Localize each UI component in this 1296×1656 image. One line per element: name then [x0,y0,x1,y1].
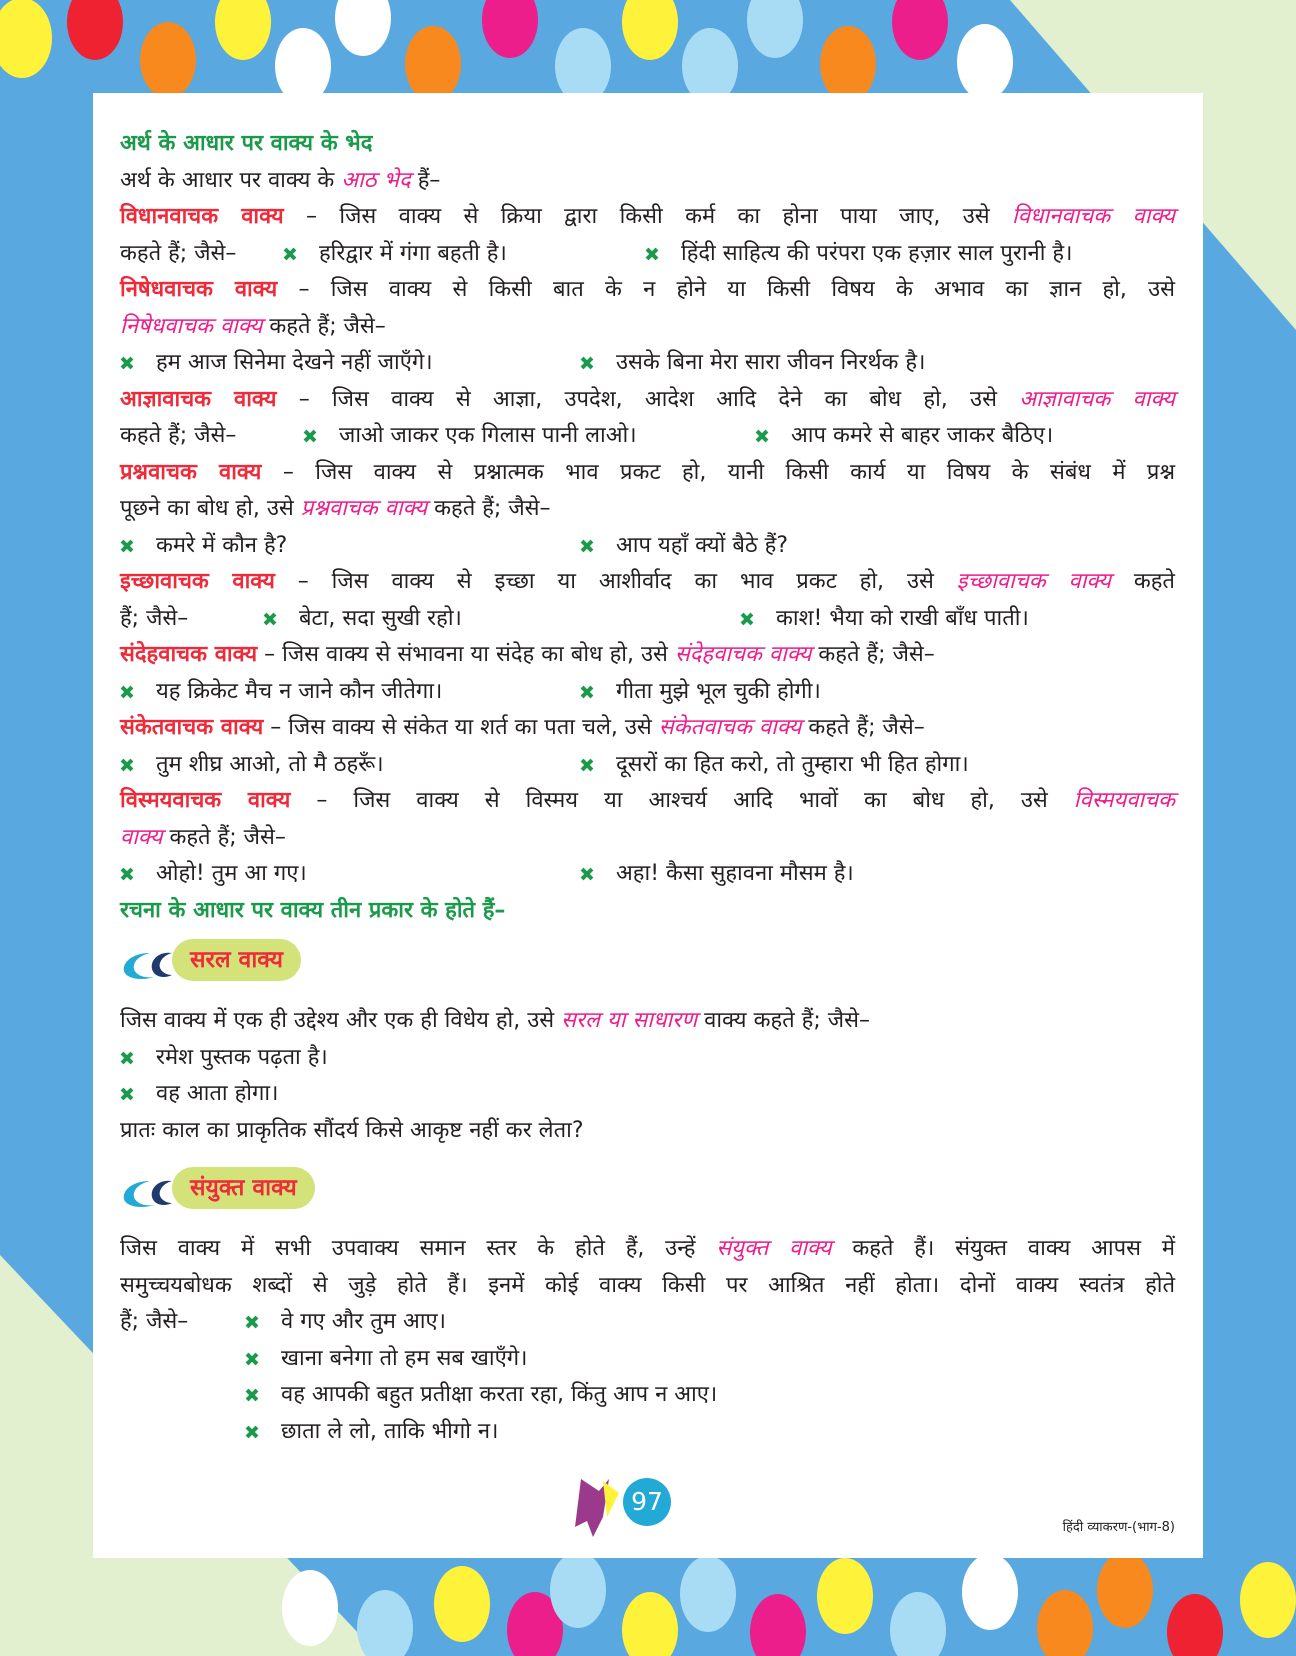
sandeh-definition [120,637,1175,674]
sanyukt-example-row [120,1304,1175,1341]
vidhan-term: विधानवाचक वाक्य [120,204,284,229]
book-title: हिंदी व्याकरण-(भाग-8) [1062,1520,1175,1535]
example-item: छाता ले लो, ताकि भीगो न। [281,1418,499,1444]
nishedh-definition-2 [120,309,1175,346]
example-item: हरिद्वार में गंगा बहती है। [319,240,507,266]
example-item: बेटा, सदा सुखी रहो। [299,605,462,631]
example-item: कमरे में कौन है? [156,532,288,558]
bullet-icon [117,1084,137,1104]
ichchha-lead: हैं; जैसे– [120,605,189,631]
saral-definition [120,1003,1175,1040]
bullet-icon [242,1385,262,1405]
bullet-icon [260,609,280,629]
example-item: आप कमरे से बाहर जाकर बैठिए। [791,423,1054,448]
saral-extra: प्रातः काल का प्राकृतिक सौंदर्य किसे आकृष्ट नहीं कर लेता? [120,1117,584,1143]
agya-text: – जिस वाक्य से आज्ञा, उपदेश, आदेश आदि देने का बोध हो, उसे [298,386,997,412]
intro-highlight: आठ भेद [341,167,411,193]
intro-suffix: हैं– [417,167,441,193]
list-item [120,1377,1175,1414]
agya-definition [120,382,1175,419]
bullet-icon [752,426,772,446]
vismay-term: विस्मयवाचक वाक्य [120,788,291,813]
saral-def-suffix: वाक्य कहते हैं; जैसे– [704,1008,870,1033]
prashn-highlight: प्रश्नवाचक वाक्य [300,496,428,521]
sandeh-lead: कहते हैं; जैसे– [818,642,935,667]
swirl-icon [120,949,180,983]
sanyukt-definition [120,1231,1175,1268]
nishedh-definition [120,272,1175,309]
vismay-examples [120,856,1175,893]
bullet-icon [117,1048,137,1068]
prashn-definition-2 [120,491,1175,528]
vismay-highlight: विस्मयवाचक [1073,788,1175,813]
sanket-examples [120,747,1175,784]
bullet-icon [117,864,137,884]
example-item: वह आपकी बहुत प्रतीक्षा करता रहा, किंतु आप न आए। [281,1382,718,1407]
sanyukt-section-header [120,1165,1175,1221]
example-item: वे गए और तुम आए। [281,1309,446,1334]
prashn-lead: कहते हैं; जैसे– [434,496,551,521]
swirl-icon [120,1177,180,1211]
content-page [93,93,1203,1558]
bullet-icon [242,1422,262,1442]
bullet-icon [300,426,320,446]
sanyukt-def-suffix: कहते हैं। संयुक्त वाक्य आपस में [852,1236,1175,1261]
vismay-lead: कहते हैं; जैसे– [169,824,286,850]
sandeh-term: संदेहवाचक वाक्य [120,642,258,667]
sanket-lead: कहते हैं; जैसे– [808,715,925,740]
prashn-definition [120,455,1175,492]
intro-prefix: अर्थ के आधार पर वाक्य के [120,167,335,193]
list-item [120,1076,1175,1113]
agya-term: आज्ञावाचक वाक्य [120,386,277,412]
ichchha-examples [120,601,1175,638]
prashn-term: प्रश्नवाचक वाक्य [120,459,262,485]
saral-highlight: सरल या साधारण [561,1008,698,1033]
example-item: खाना बनेगा तो हम सब खाएँगे। [281,1345,528,1371]
vidhan-lead: कहते हैं; जैसे– [120,240,237,266]
example-item: हिंदी साहित्य की परंपरा एक हज़ार साल पुरानी है। [681,240,1073,266]
bullet-icon [577,755,597,775]
example-item: काश! भैया को राखी बाँध पाती। [776,605,1029,631]
bullet-icon [117,682,137,702]
bullet-icon [577,864,597,884]
example-item: अहा! कैसा सुहावना मौसम है। [616,861,854,886]
vidhan-examples [120,236,1175,273]
nishedh-examples [120,345,1175,382]
prashn-text: – जिस वाक्य से प्रश्नात्मक भाव प्रकट हो, यानी किसी कार्य या विषय के संबंध में प्रश्न [282,459,1175,485]
bullet-icon [242,1312,262,1332]
bullet-icon [242,1349,262,1369]
bullet-icon [577,353,597,373]
agya-examples [120,418,1175,455]
example-item: उसके बिना मेरा सारा जीवन निरर्थक है। [616,350,926,375]
ichchha-tail: कहते [1133,569,1175,594]
example-item: आप यहाँ क्यों बैठे हैं? [616,532,789,558]
example-item: रमेश पुस्तक पढ़ता है। [156,1044,328,1070]
bullet-icon [117,755,137,775]
example-item: दूसरों का हित करो, तो तुम्हारा भी हित होगा। [616,751,969,777]
bullet-icon [577,682,597,702]
sandeh-text: – जिस वाक्य से संभावना या संदेह का बोध हो, उसे [264,642,668,667]
example-item: जाओ जाकर एक गिलास पानी लाओ। [339,423,637,448]
vismay-highlight-2: वाक्य [120,824,163,850]
vismay-definition [120,783,1175,820]
sanket-text: – जिस वाक्य से संकेत या शर्त का पता चले, उसे [270,715,652,740]
sanyukt-highlight: संयुक्त वाक्य [716,1236,832,1261]
nishedh-lead: कहते हैं; जैसे– [269,313,386,339]
bullet-icon [642,244,662,264]
example-item: हम आज सिनेमा देखने नहीं जाएँगे। [156,350,433,375]
prashn-text-2: पूछने का बोध हो, उसे [120,496,294,521]
page-body [120,126,1175,1450]
sanyukt-definition-2: समुच्चयबोधक शब्दों से जुड़े होते हैं। इनमें कोई वाक्य किसी पर आश्रित नहीं होता। दोनों वाक्य स्वतंत्र होते [120,1272,1175,1298]
example-item: तुम शीघ्र आओ, तो मै ठहरूँ। [156,751,384,777]
nishedh-text: – जिस वाक्य से किसी बात के न होने या किसी विषय के अभाव का ज्ञान हो, उसे [298,277,1175,302]
intro-line [120,163,1175,200]
ichchha-text: – जिस वाक्य से इच्छा या आशीर्वाद का भाव प्रकट हो, उसे [297,569,934,594]
nishedh-term: निषेधवाचक वाक्य [120,277,278,302]
sandeh-highlight: संदेहवाचक वाक्य [674,642,812,667]
page-number: 97 [623,1478,671,1526]
nishedh-highlight: निषेधवाचक वाक्य [120,313,263,339]
bullet-icon [280,244,300,264]
saral-section-header [120,937,1175,993]
sanket-highlight: संकेतवाचक वाक्य [658,715,802,740]
ichchha-term: इच्छावाचक वाक्य [120,569,275,594]
example-item: यह क्रिकेट मैच न जाने कौन जीतेगा। [156,678,443,704]
sanket-term: संकेतवाचक वाक्य [120,715,264,740]
agya-highlight: आज्ञावाचक वाक्य [1019,386,1175,412]
vidhan-definition [120,199,1175,236]
bullet-icon [117,536,137,556]
section-heading-meaning: अर्थ के आधार पर वाक्य के भेद [120,131,373,156]
example-item: ओहो! तुम आ गए। [156,861,307,886]
vidhan-highlight: विधानवाचक वाक्य [1012,204,1175,229]
list-item [120,1040,1175,1077]
saral-title: सरल वाक्य [172,939,301,981]
ichchha-highlight: इच्छावाचक वाक्य [956,569,1111,594]
section-heading-structure: रचना के आधार पर वाक्य तीन प्रकार के होते हैं– [120,897,506,923]
sanyukt-def-prefix: जिस वाक्य में सभी उपवाक्य समान स्तर के होते हैं, उन्हें [120,1236,696,1261]
vidhan-text: – जिस वाक्य से क्रिया द्वारा किसी कर्म का होना पाया जाए, उसे [306,204,990,229]
example-item: गीता मुझे भूल चुकी होगी। [616,678,821,704]
sanyukt-lead: हैं; जैसे– [120,1309,189,1334]
saral-def-prefix: जिस वाक्य में एक ही उद्देश्य और एक ही विधेय हो, उसे [120,1008,555,1033]
bullet-icon [117,353,137,373]
sanyukt-title: संयुक्त वाक्य [172,1167,315,1209]
bullet-icon [737,609,757,629]
agya-lead: कहते हैं; जैसे– [120,423,237,448]
vismay-definition-2 [120,820,1175,857]
example-item: वह आता होगा। [156,1081,279,1106]
ichchha-definition [120,564,1175,601]
sanket-definition [120,710,1175,747]
sandeh-examples [120,674,1175,711]
bullet-icon [577,536,597,556]
vismay-text: – जिस वाक्य से विस्मय या आश्चर्य आदि भावों का बोध हो, उसे [316,788,1048,813]
list-item [120,1414,1175,1451]
list-item [120,1341,1175,1378]
prashn-examples [120,528,1175,565]
